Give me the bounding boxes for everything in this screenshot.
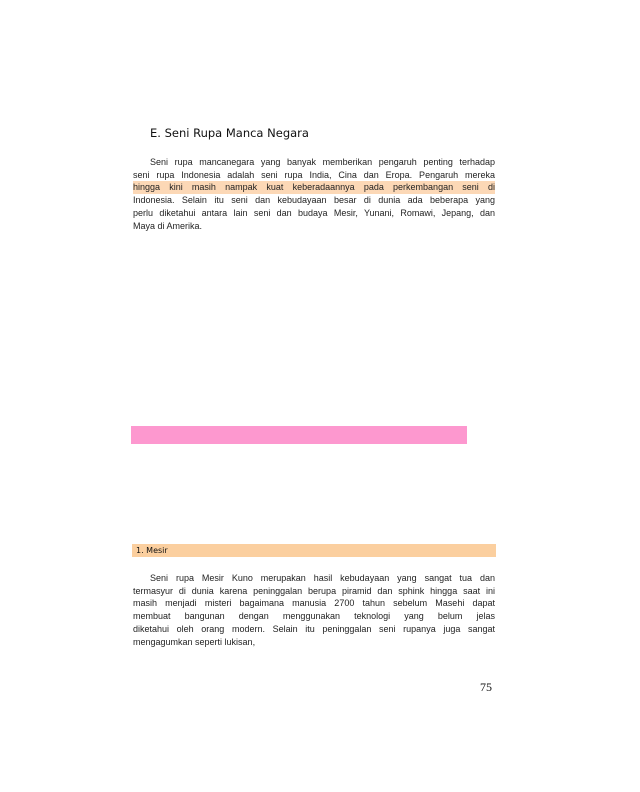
paragraph-line: perlu diketahui antara lain seni dan budaya Mesir, Yunani, Romawi, Jepang, dan	[133, 207, 495, 218]
paragraph-line: termasyur di dunia karena peninggalan berupa piramid dan sphink hingga saat ini	[133, 585, 495, 596]
subsection-heading: 1. Mesir	[136, 546, 168, 555]
subheading-bar	[132, 544, 496, 557]
paragraph-line: Seni rupa mancanegara yang banyak memberikan pengaruh penting terhadap	[150, 157, 495, 167]
highlighted-paragraph-line: hingga kini masih nampak kuat keberadaannya pada perkembangan seni di	[133, 182, 495, 193]
pink-highlight-bar	[131, 426, 467, 444]
paragraph-line: Maya di Amerika.	[133, 220, 203, 231]
paragraph-line: Seni rupa Mesir Kuno merupakan hasil kebudayaan yang sangat tua dan	[150, 573, 495, 583]
paragraph-line: seni rupa Indonesia adalah seni rupa India, Cina dan Eropa. Pengaruh mereka	[133, 169, 495, 180]
paragraph-line: diketahui oleh orang modern. Selain itu peninggalan seni rupanya juga sangat	[133, 623, 495, 634]
paragraph-line: mengagumkan seperti lukisan,	[133, 636, 256, 647]
page-number: 75	[480, 680, 492, 694]
paragraph-line: Indonesia. Selain itu seni dan kebudayaan besar di dunia ada beberapa yang	[133, 195, 495, 206]
section-heading: E. Seni Rupa Manca Negara	[150, 126, 309, 140]
mesir-paragraph	[133, 572, 495, 648]
paragraph-line: masih menjadi misteri bagaimana manusia 2700 tahun sebelum Masehi dapat	[133, 598, 495, 609]
paragraph-line: membuat bangunan dengan menggunakan teknologi yang belum jelas	[133, 611, 495, 622]
intro-paragraph	[133, 156, 495, 232]
